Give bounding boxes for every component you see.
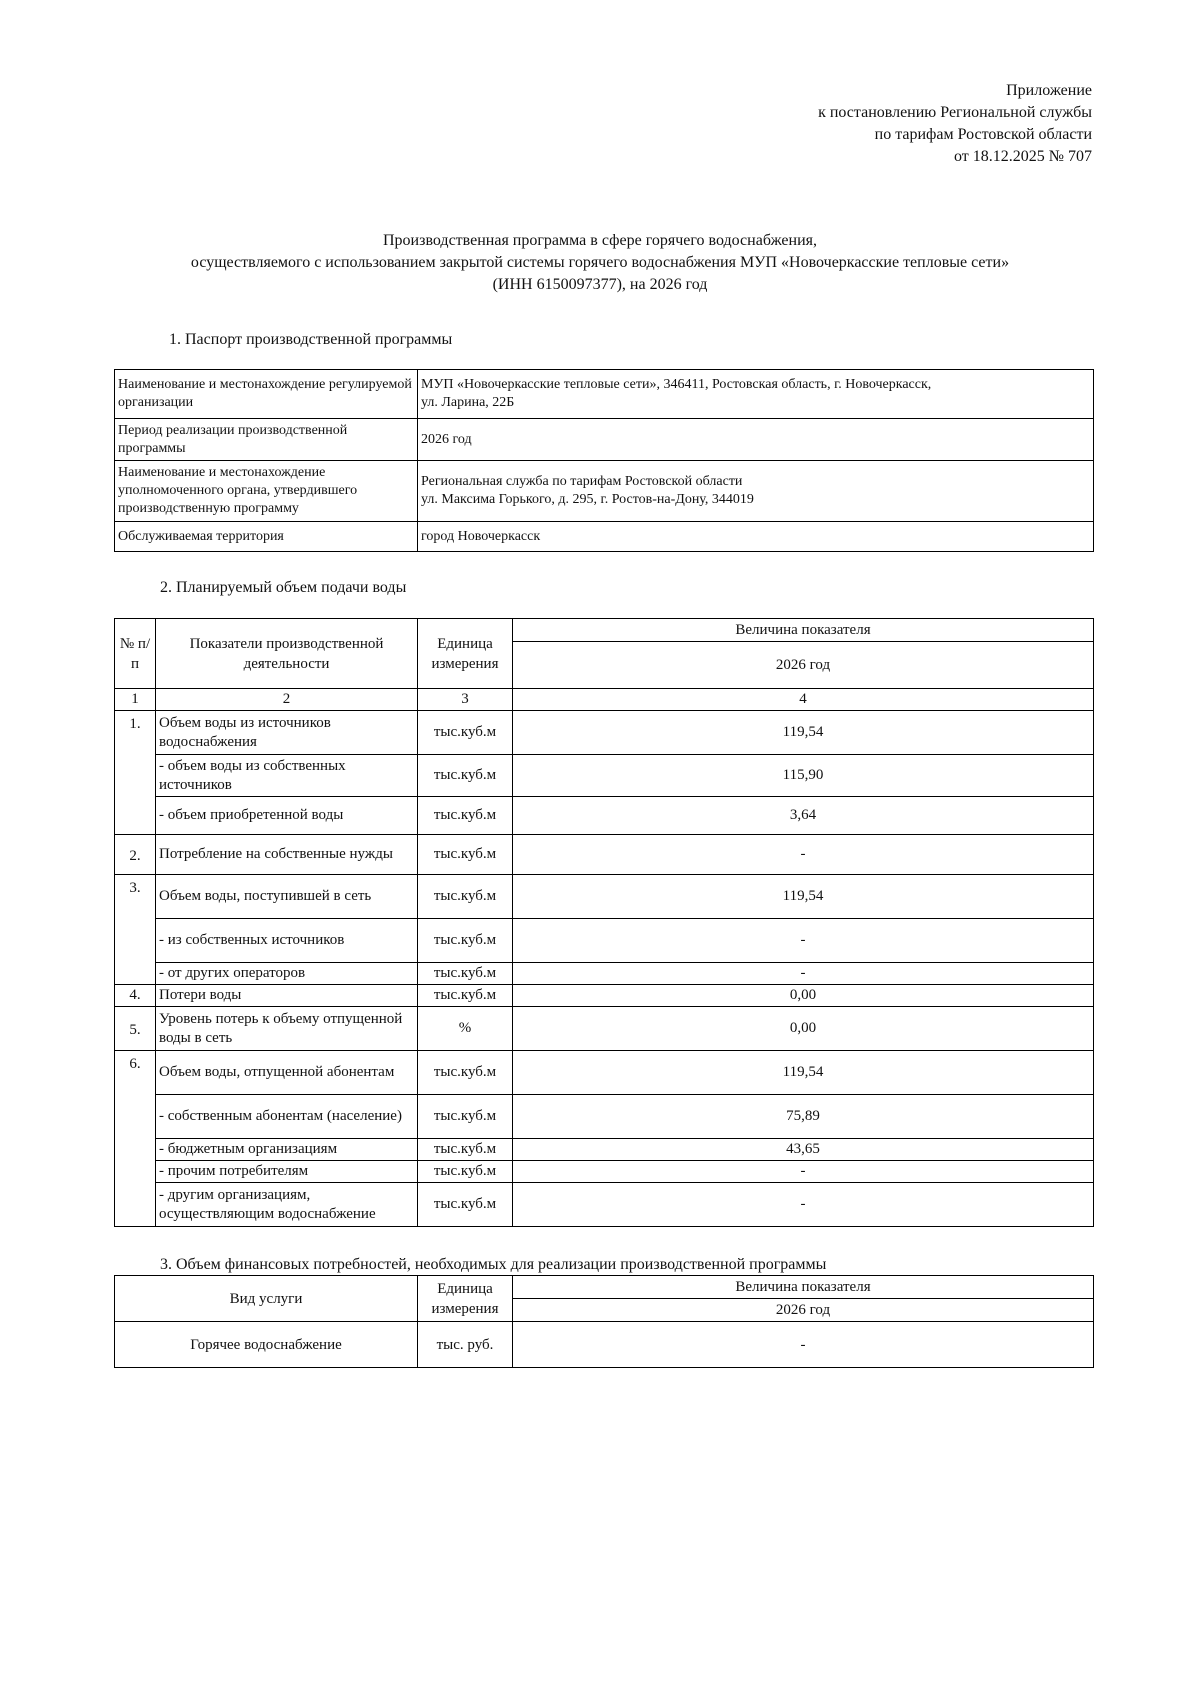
- row-name: - из собственных источников: [156, 919, 418, 963]
- row-unit: тыс.куб.м: [418, 1139, 513, 1161]
- row-service: Горячее водоснабжение: [115, 1322, 418, 1368]
- row-value: 43,65: [513, 1139, 1094, 1161]
- row-value: 0,00: [513, 1007, 1094, 1051]
- passport-label: Период реализации производственной программы: [115, 419, 418, 461]
- table-row: [115, 963, 1094, 985]
- index-cell: 4: [513, 689, 1094, 711]
- passport-value-line: Региональная служба по тарифам Ростовской области: [421, 474, 743, 489]
- table-row: [115, 1139, 1094, 1161]
- header-year: 2026 год: [513, 642, 1094, 689]
- row-unit: тыс.куб.м: [418, 835, 513, 875]
- document-title: [0, 230, 1200, 296]
- row-value: -: [513, 1161, 1094, 1183]
- row-unit: тыс.куб.м: [418, 797, 513, 835]
- row-name: Объем воды, отпущенной абонентам: [156, 1051, 418, 1095]
- row-value: 115,90: [513, 755, 1094, 797]
- row-value: -: [513, 963, 1094, 985]
- table-index-row: [115, 689, 1094, 711]
- passport-label: Обслуживаемая территория: [115, 522, 418, 552]
- passport-value: 2026 год: [418, 419, 1094, 461]
- document-header: [818, 80, 1092, 168]
- index-cell: 1: [115, 689, 156, 711]
- row-value: -: [513, 1183, 1094, 1227]
- table-header-row: [115, 619, 1094, 642]
- row-value: 75,89: [513, 1095, 1094, 1139]
- row-unit: тыс.куб.м: [418, 1161, 513, 1183]
- title-line-2: осуществляемого с использованием закрытой системы горячего водоснабжения МУП «Новочеркасские тепловые сети»: [190, 254, 1010, 271]
- table-row: [115, 1183, 1094, 1227]
- row-name: Потери воды: [156, 985, 418, 1007]
- row-unit: тыс.куб.м: [418, 963, 513, 985]
- row-unit: тыс.куб.м: [418, 755, 513, 797]
- row-value: -: [513, 835, 1094, 875]
- row-num: 6.: [115, 1051, 156, 1227]
- table-row: [115, 835, 1094, 875]
- header-line-4: от 18.12.2025 № 707: [953, 148, 1092, 165]
- passport-label: Наименование и местонахождение регулируемой организации: [115, 370, 418, 419]
- row-unit: тыс.куб.м: [418, 1095, 513, 1139]
- header-line-3: по тарифам Ростовской области: [874, 126, 1092, 143]
- row-name: - прочим потребителям: [156, 1161, 418, 1183]
- row-unit: тыс.куб.м: [418, 1051, 513, 1095]
- table-row: [115, 1051, 1094, 1095]
- row-name: - объем воды из собственных источников: [156, 755, 418, 797]
- water-volume-table: [114, 618, 1094, 1227]
- header-unit: Единица измерения: [418, 1276, 513, 1322]
- passport-table: [114, 369, 1094, 552]
- passport-value-line: ул. Максима Горького, д. 295, г. Ростов-на-Дону, 344019: [421, 492, 754, 507]
- row-name: - другим организациям, осуществляющим водоснабжение: [156, 1183, 418, 1227]
- table-row: [115, 1007, 1094, 1051]
- index-cell: 2: [156, 689, 418, 711]
- index-cell: 3: [418, 689, 513, 711]
- table-row: [115, 985, 1094, 1007]
- table-row: [115, 797, 1094, 835]
- section-1-title: 1. Паспорт производственной программы: [169, 331, 453, 348]
- table-row: [115, 461, 1094, 522]
- table-header-row: [115, 1276, 1094, 1299]
- row-name: - собственным абонентам (население): [156, 1095, 418, 1139]
- row-value: 3,64: [513, 797, 1094, 835]
- row-num: 2.: [115, 835, 156, 875]
- row-num: 1.: [115, 711, 156, 835]
- row-unit: тыс.куб.м: [418, 985, 513, 1007]
- row-unit: тыс.куб.м: [418, 711, 513, 755]
- header-line-1: Приложение: [1006, 82, 1092, 99]
- table-row: [115, 919, 1094, 963]
- row-name: - от других операторов: [156, 963, 418, 985]
- row-unit: тыс.куб.м: [418, 919, 513, 963]
- row-name: - объем приобретенной воды: [156, 797, 418, 835]
- row-name: Потребление на собственные нужды: [156, 835, 418, 875]
- row-value: 119,54: [513, 1051, 1094, 1095]
- title-line-3: (ИНН 6150097377), на 2026 год: [492, 276, 708, 293]
- row-value: 119,54: [513, 875, 1094, 919]
- table-row: [115, 711, 1094, 755]
- passport-value-line: ул. Ларина, 22Б: [421, 395, 515, 410]
- row-num: 5.: [115, 1007, 156, 1051]
- table-row: [115, 370, 1094, 419]
- table-row: [115, 755, 1094, 797]
- row-num: 3.: [115, 875, 156, 985]
- row-value: 0,00: [513, 985, 1094, 1007]
- header-unit: Единица измерения: [418, 619, 513, 689]
- passport-value: [418, 370, 1094, 419]
- row-value: -: [513, 919, 1094, 963]
- row-unit: тыс.куб.м: [418, 1183, 513, 1227]
- table-row: [115, 419, 1094, 461]
- row-unit: тыс. руб.: [418, 1322, 513, 1368]
- row-value: 119,54: [513, 711, 1094, 755]
- row-name: Уровень потерь к объему отпущенной воды в сеть: [156, 1007, 418, 1051]
- row-name: - бюджетным организациям: [156, 1139, 418, 1161]
- row-unit: тыс.куб.м: [418, 875, 513, 919]
- passport-label: Наименование и местонахождение уполномоченного органа, утвердившего производственную программу: [115, 461, 418, 522]
- passport-value-line: МУП «Новочеркасские тепловые сети», 346411, Ростовская область, г. Новочеркасск,: [421, 377, 932, 392]
- row-unit: %: [418, 1007, 513, 1051]
- section-3-title: 3. Объем финансовых потребностей, необходимых для реализации производственной программы: [160, 1256, 827, 1273]
- passport-value: [418, 461, 1094, 522]
- header-num: № п/п: [115, 619, 156, 689]
- header-service: Вид услуги: [115, 1276, 418, 1322]
- row-name: Объем воды, поступившей в сеть: [156, 875, 418, 919]
- row-value: -: [513, 1322, 1094, 1368]
- header-year: 2026 год: [513, 1299, 1094, 1322]
- title-line-1: Производственная программа в сфере горячего водоснабжения,: [383, 232, 817, 249]
- finance-table: [114, 1275, 1094, 1368]
- header-line-2: к постановлению Региональной службы: [818, 104, 1092, 121]
- header-value-group: Величина показателя: [513, 1276, 1094, 1299]
- header-value-group: Величина показателя: [513, 619, 1094, 642]
- table-row: [115, 522, 1094, 552]
- table-row: [115, 1322, 1094, 1368]
- row-name: Объем воды из источников водоснабжения: [156, 711, 418, 755]
- row-num: 4.: [115, 985, 156, 1007]
- section-2-title: 2. Планируемый объем подачи воды: [160, 579, 407, 596]
- header-indicator: Показатели производственной деятельности: [156, 619, 418, 689]
- table-row: [115, 1095, 1094, 1139]
- table-row: [115, 1161, 1094, 1183]
- table-row: [115, 875, 1094, 919]
- passport-value: город Новочеркасск: [418, 522, 1094, 552]
